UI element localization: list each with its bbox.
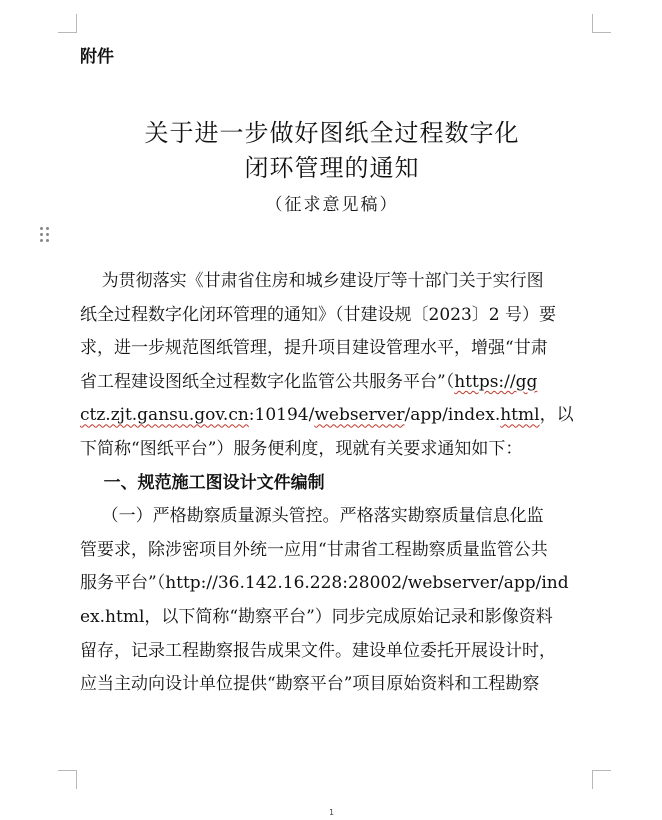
body-text-line	[80, 501, 590, 526]
text-run: 留存，记录工程勘察报告成果文件。建设单位委托开展设计时，	[80, 640, 556, 661]
body-text-line	[80, 333, 590, 358]
body-text-line	[80, 636, 590, 661]
text-run: （一）严格勘察质量源头管控。严格落实勘察质量信息化监	[80, 506, 544, 527]
margin-corner-top-right	[592, 14, 611, 33]
spellcheck-flagged-text: https://gg	[454, 371, 538, 392]
text-run: 应当主动向设计单位提供“勘察平台”项目原始资料和工程勘察	[80, 674, 540, 695]
draft-note: （征求意见稿）	[265, 195, 399, 215]
margin-corner-bottom-right	[592, 770, 611, 789]
text-run: 为贯彻落实《甘肃省住房和城乡建设厅等十部门关于实行图	[80, 271, 544, 291]
body-text-line	[80, 602, 590, 627]
document-title-line-1: 关于进一步做好图纸全过程数字化	[144, 119, 520, 147]
attachment-label: 附件	[80, 47, 114, 67]
text-run: 管要求，除涉密项目外统一应用“甘肃省工程勘察质量监管公共	[80, 539, 548, 560]
spellcheck-flagged-text: webserver	[314, 405, 405, 426]
section-heading	[80, 468, 590, 493]
text-run: ex.html，以下简称“勘察平台”）同步完成原始记录和影像资料	[80, 607, 553, 627]
body-text-line	[80, 300, 590, 325]
body-text-line	[80, 400, 590, 425]
text-run: /app/index.	[404, 405, 501, 426]
margin-corner-bottom-left	[58, 770, 77, 789]
page-number: 1	[329, 808, 335, 817]
text-run: 一、规范施工图设计文件编制	[80, 472, 325, 493]
document-title-line-2: 闭环管理的通知	[244, 154, 420, 182]
drag-handle-icon[interactable]	[40, 227, 50, 243]
body-text-line	[80, 367, 590, 392]
text-run: 下简称“图纸平台”）服务便利度，现就有关要求通知如下：	[80, 439, 523, 459]
body-text-line	[80, 568, 590, 593]
body-text-line	[80, 266, 590, 291]
text-run: ，以	[539, 405, 574, 426]
text-run: :10194/	[248, 405, 315, 426]
margin-corner-top-left	[58, 14, 77, 33]
body-text-line	[80, 669, 590, 694]
text-run: 省工程建设图纸全过程数字化监管公共服务平台”（	[80, 371, 455, 392]
body-text-line	[80, 535, 590, 560]
text-run: 服务平台”（http://36.142.16.228:28002/webserver/app/ind	[80, 573, 569, 594]
spellcheck-flagged-text: ctz.zjt.gansu.gov.cn	[80, 405, 249, 426]
text-run: 纸全过程数字化闭环管理的通知》（甘建设规〔2023〕2 号）要	[80, 304, 556, 325]
body-text-line	[80, 434, 590, 459]
text-run: 求，进一步规范图纸管理，提升项目建设管理水平，增强“甘肃	[80, 338, 548, 359]
spellcheck-flagged-text: html	[500, 405, 540, 426]
